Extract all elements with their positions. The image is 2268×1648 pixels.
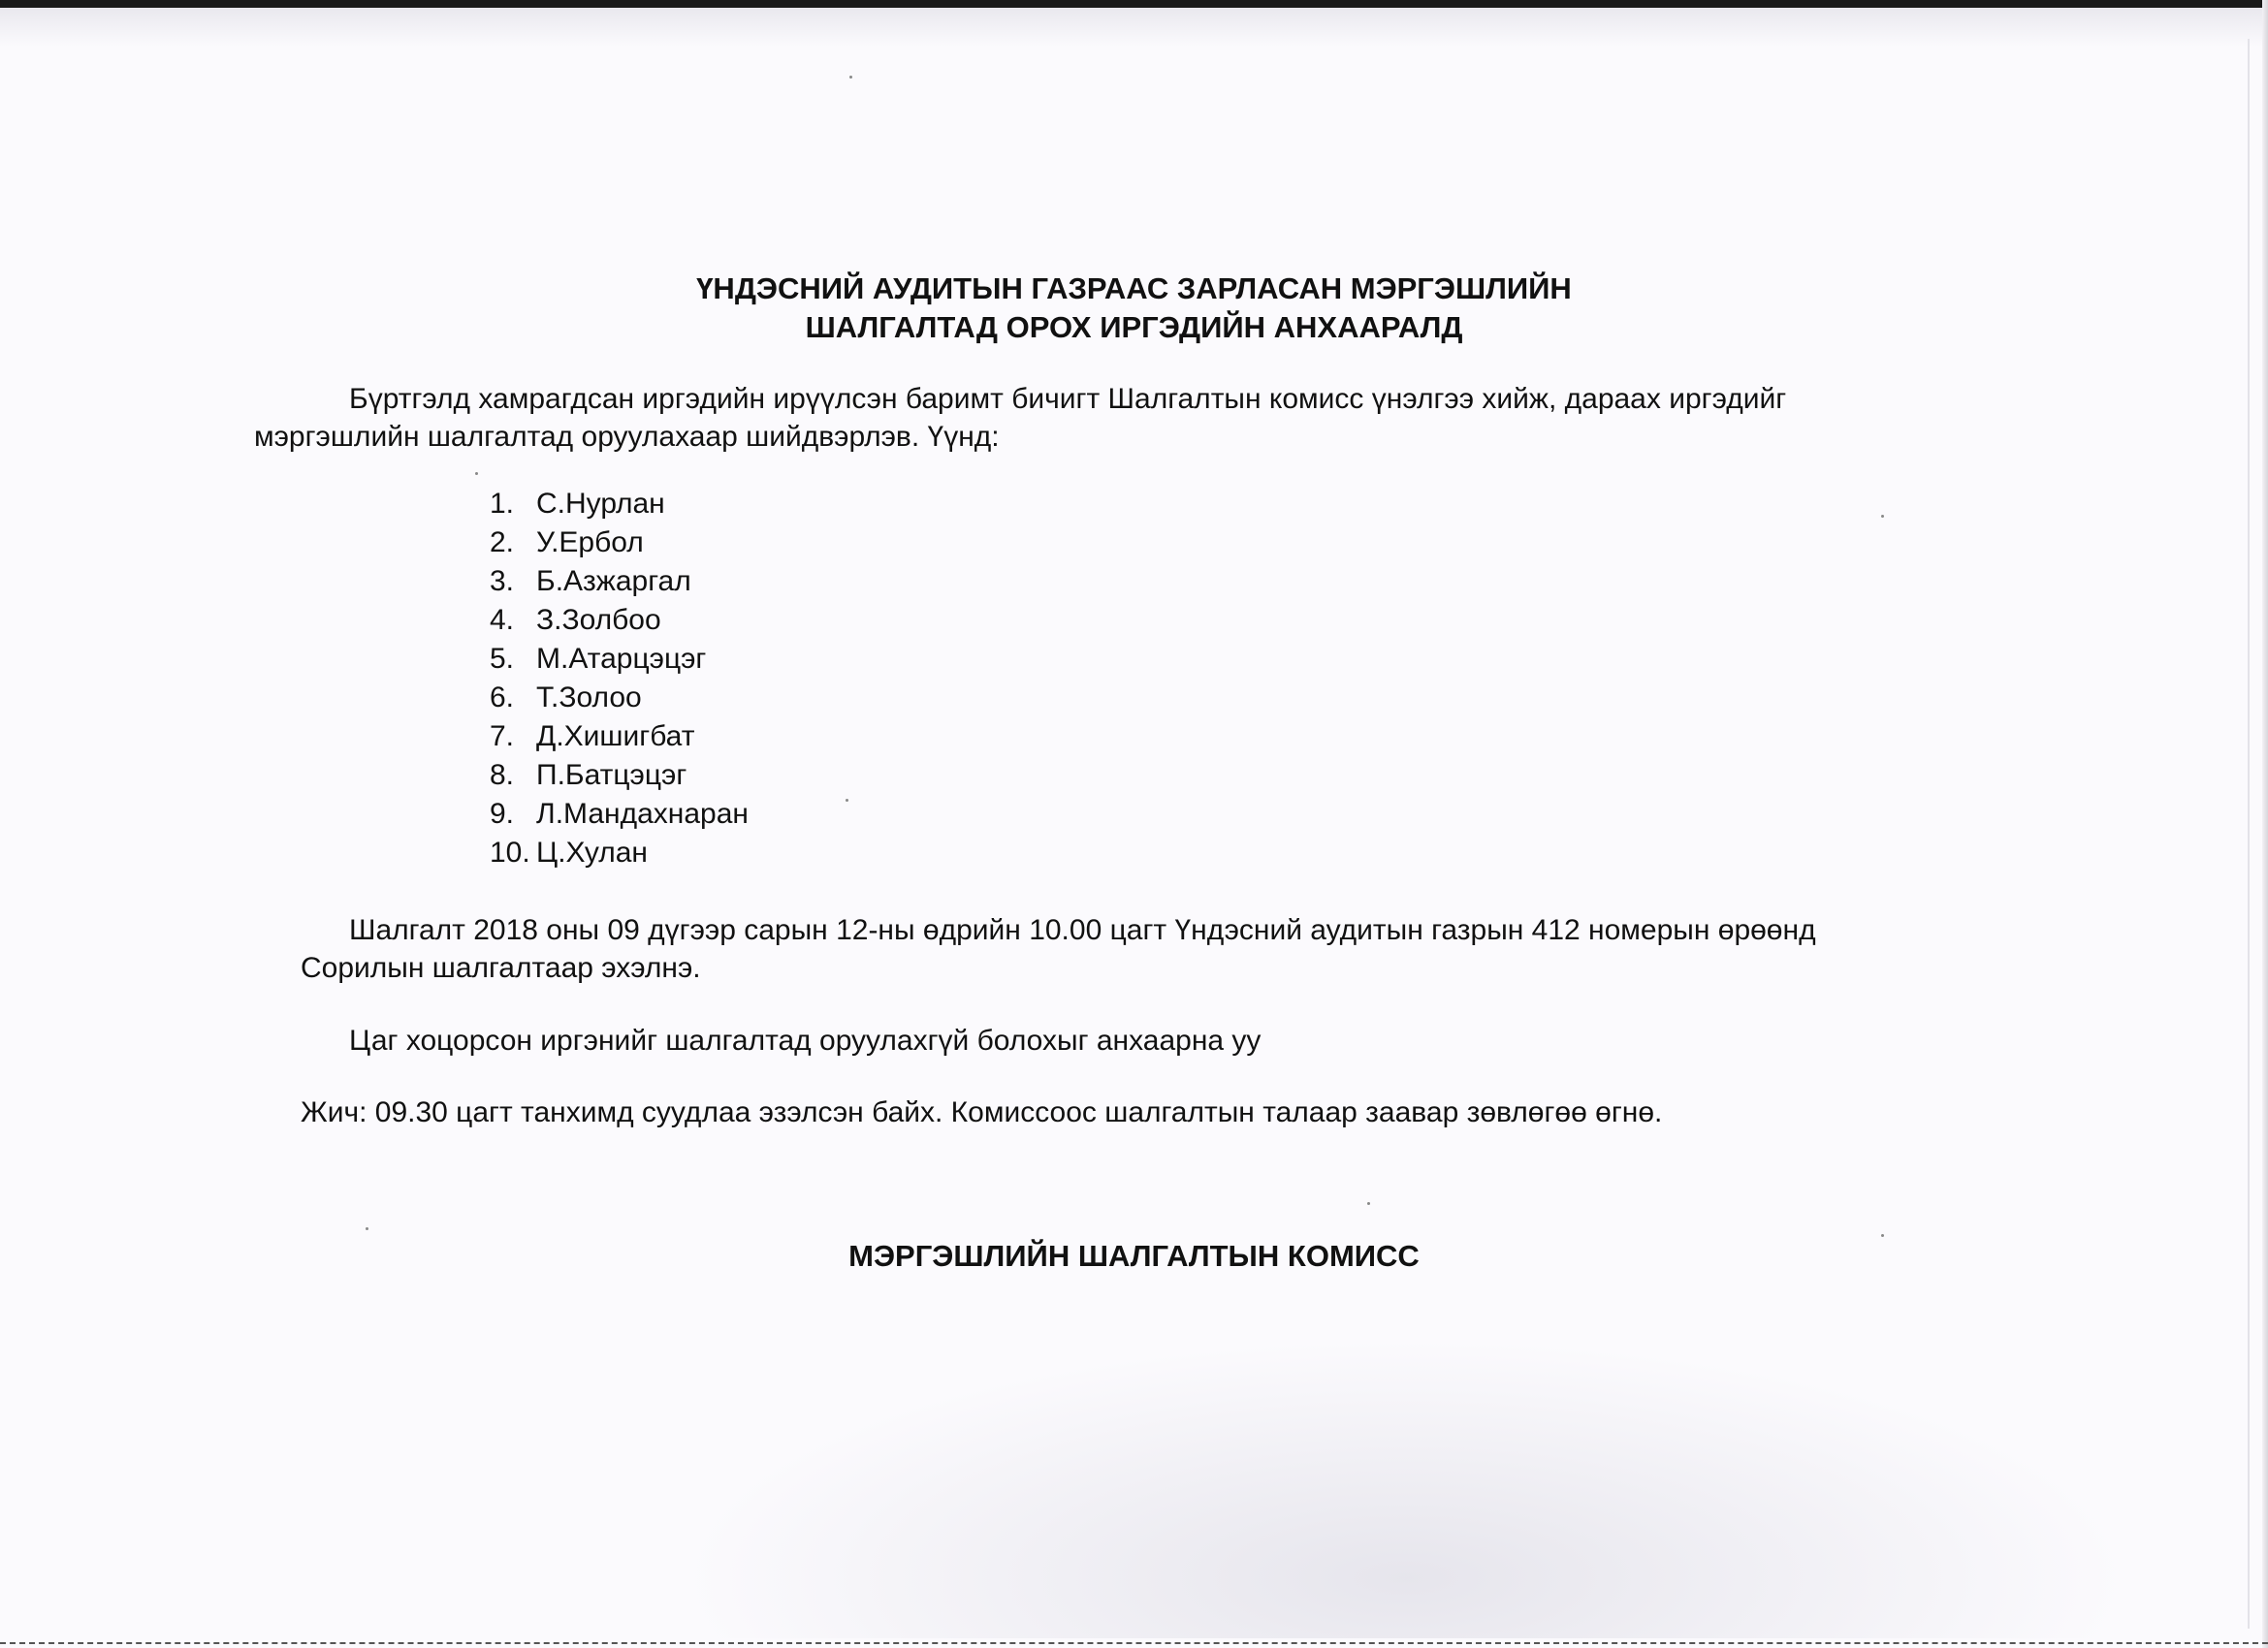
list-item (490, 795, 749, 834)
scan-speck (1367, 1202, 1370, 1205)
list-item-name: П.Батцэцэг (536, 759, 687, 791)
candidate-list (490, 485, 749, 872)
list-item (490, 834, 749, 872)
scan-bottom-edge (0, 1642, 2268, 1644)
list-item (490, 601, 749, 640)
list-item-number: 4. (490, 604, 515, 636)
list-item-number: 7. (490, 720, 515, 752)
list-item (490, 717, 749, 756)
signature: МЭРГЭШЛИЙН ШАЛГАЛТЫН КОМИСС (848, 1239, 1420, 1273)
title-line-1: ҮНДЭСНИЙ АУДИТЫН ГАЗРААС ЗАРЛАСАН МЭРГЭШЛИЙН (696, 271, 1572, 305)
list-item-number: 5. (490, 643, 515, 675)
list-item-name: Д.Хишигбат (536, 720, 695, 752)
list-item-number: 2. (490, 526, 515, 558)
exam-schedule-line-1: Шалгалт 2018 оны 09 дүгээр сарын 12-ны өдрийн 10.00 цагт Үндэсний аудитын газрын 412 номерын өрөөнд (349, 914, 1816, 946)
title-line-2: ШАЛГАЛТАД ОРОХ ИРГЭДИЙН АНХААРАЛД (805, 310, 1463, 344)
document-title (0, 269, 2268, 347)
list-item-number: 9. (490, 798, 515, 830)
scan-top-shadow (0, 8, 2268, 47)
list-item-name: Ц.Хулан (536, 837, 648, 869)
scan-speck (846, 799, 848, 802)
list-item (490, 756, 749, 795)
list-item-number: 1. (490, 488, 515, 520)
late-warning: Цаг хоцорсон иргэнийг шалгалтад оруулахгүй болохыг анхаарна уу (349, 1025, 1262, 1057)
note: Жич: 09.30 цагт танхимд суудлаа эзэлсэн байх. Комиссоос шалгалтын талаар заавар зөвлөгөө өгнө. (301, 1096, 1663, 1128)
list-item-name: М.Атарцэцэг (536, 643, 707, 675)
list-item-name: У.Ербол (536, 526, 644, 558)
scan-speck (849, 76, 852, 79)
scan-speck (1881, 515, 1884, 518)
list-item-name: Т.Золоо (536, 681, 642, 713)
list-item-number: 3. (490, 565, 515, 597)
intro-paragraph-line-1: Бүртгэлд хамрагдсан иргэдийн ирүүлсэн баримт бичигт Шалгалтын комисс үнэлгээ хийж, дараах иргэдийг (349, 383, 1787, 415)
list-item-number: 10. (490, 837, 530, 869)
list-item (490, 562, 749, 601)
scan-top-edge (0, 0, 2268, 8)
list-item-name: Б.Азжаргал (536, 565, 691, 597)
list-item (490, 679, 749, 717)
intro-paragraph-line-2: мэргэшлийн шалгалтад оруулахаар шийдвэрлэв. Үүнд: (254, 421, 1000, 453)
list-item-number: 8. (490, 759, 515, 791)
scan-speck (366, 1227, 368, 1230)
scan-smudge (679, 1338, 2133, 1638)
exam-schedule-line-2: Сорилын шалгалтаар эхэлнэ. (301, 952, 701, 984)
scan-speck (475, 472, 478, 475)
list-item-name: С.Нурлан (536, 488, 665, 520)
list-item (490, 523, 749, 562)
scan-right-edge (2262, 0, 2268, 1648)
list-item (490, 485, 749, 523)
list-item-name: З.Золбоо (536, 604, 661, 636)
list-item-name: Л.Мандахнаран (536, 798, 749, 830)
list-item (490, 640, 749, 679)
list-item-number: 6. (490, 681, 515, 713)
